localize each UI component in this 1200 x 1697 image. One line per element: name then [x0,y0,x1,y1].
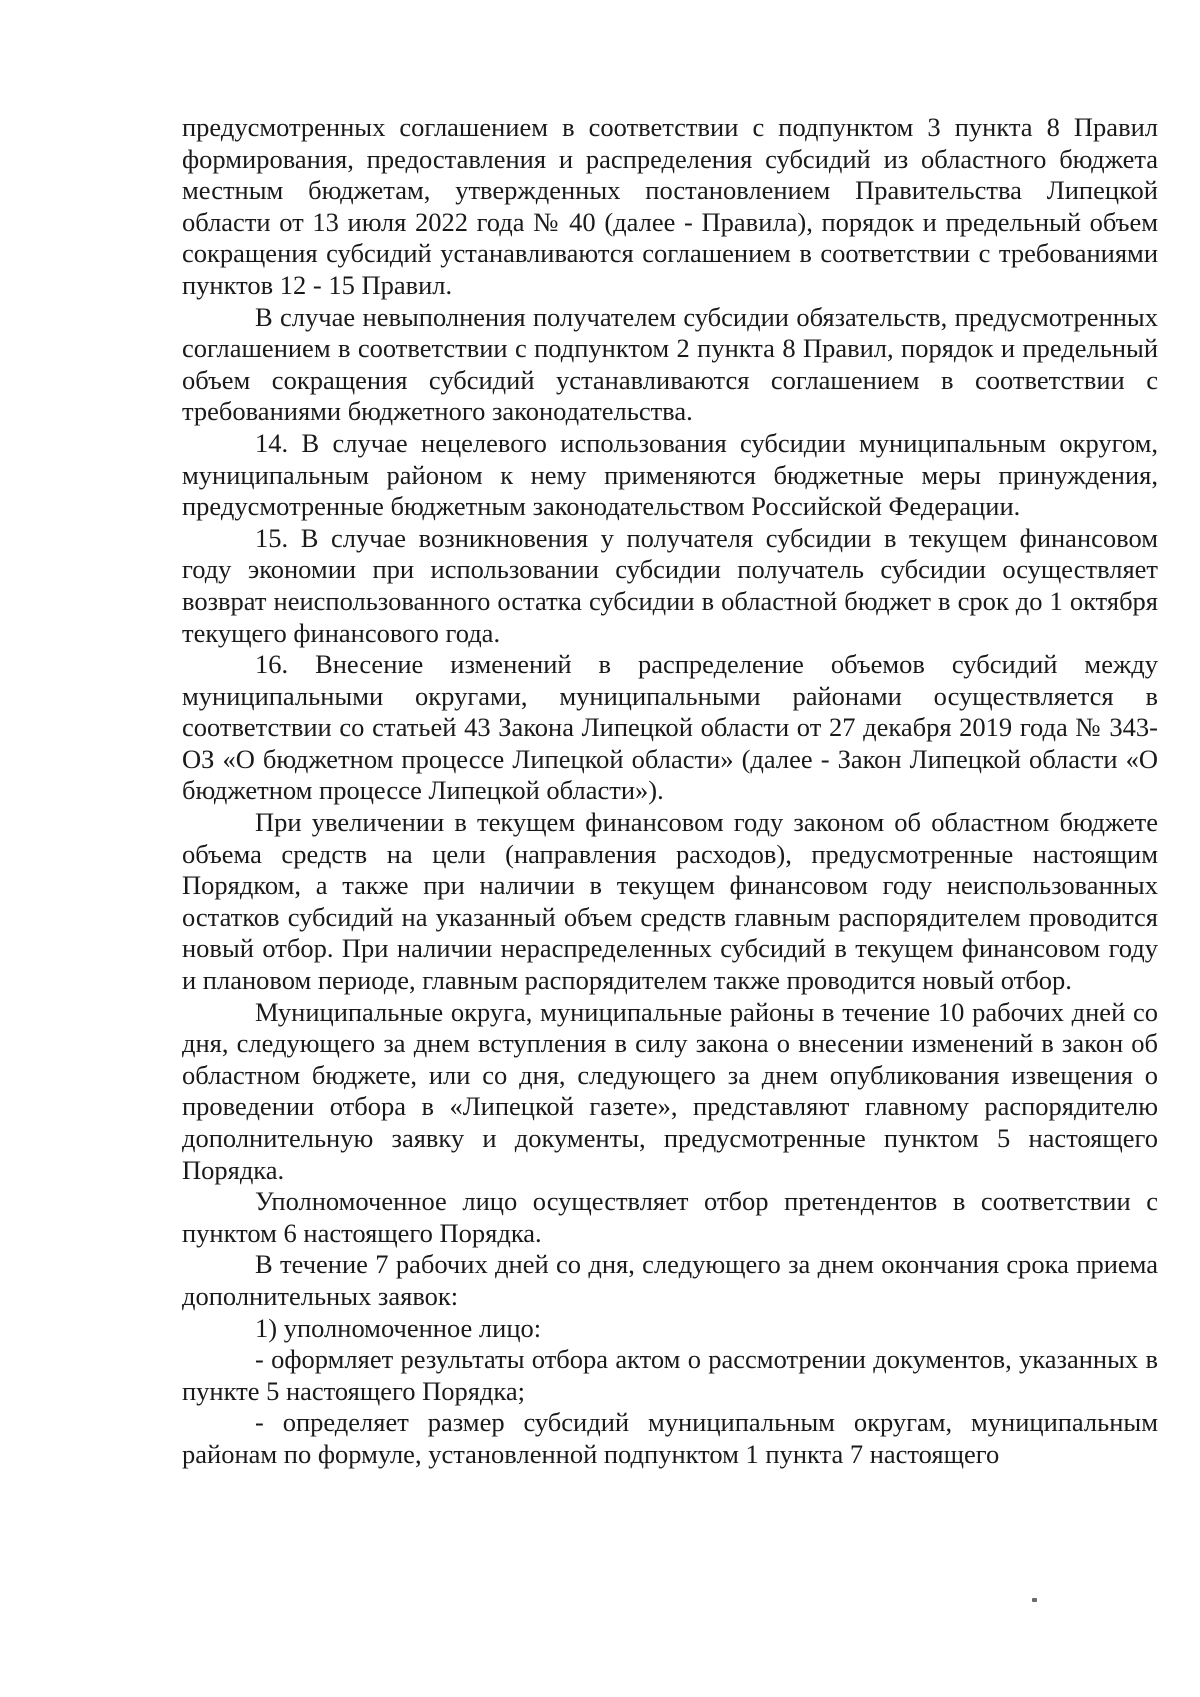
paragraph-continuation: предусмотренных соглашением в соответствии с подпунктом 3 пункта 8 Правил формирования, предоставления и распределения субсидий из областного бюджета местным бюджетам, утвержденных постановлением Правительства Липецкой области от 13 июля 2022 года № 40 (далее - Правила), порядок и предельный объем сокращения субсидий устанавливаются соглашением в соответствии с требованиями пунктов 12 - 15 Правил. [182,112,1158,300]
list-item-authorized-person: 1) уполномоченное лицо: [255,1312,542,1343]
paragraph-14: 14. В случае нецелевого использования субсидии муниципальным округом, муниципальным районом к нему применяются бюджетные меры принуждения, предусмотренные бюджетным законодательством Российской Федерации. [182,427,1158,522]
paragraph-budget-increase: При увеличении в текущем финансовом году законом об областном бюджете объема средств на цели (направления расходов), предусмотренные настоящим Порядком, а также при наличии в текущем финансовом году неиспользованных остатков субсидий на указанный объем средств главным распорядителем проводится новый отбор. При наличии нераспределенных субсидий в текущем финансовом году и плановом периоде, главным распорядителем также проводится новый отбор. [182,807,1158,996]
scan-artifact [1032,1598,1037,1602]
list-item-act: - оформляет результаты отбора актом о рассмотрении документов, указанных в пункте 5 настоящего Порядка; [182,1344,1158,1406]
paragraph-16: 16. Внесение изменений в распределение объемов субсидий между муниципальными округами, муниципальными районами осуществляется в соответствии со статьей 43 Закона Липецкой области от 27 декабря 2019 года № 343-ОЗ «О бюджетном процессе Липецкой области» (далее - Закон Липецкой области «О бюджетном процессе Липецкой области»). [182,649,1158,806]
document-body [182,112,1158,1471]
paragraph-15: 15. В случае возникновения у получателя субсидии в текущем финансовом году экономии при использовании субсидии получатель субсидии осуществляет возврат неиспользованного остатка субсидии в областной бюджет в срок до 1 октября текущего финансового года. [182,522,1158,648]
list-item-subsidy-size: - определяет размер субсидий муниципальным округам, муниципальным районам по формуле, установленной подпунктом 1 пункта 7 настоящего [182,1407,1158,1469]
paragraph-deadline: В течение 7 рабочих дней со дня, следующего за днем окончания срока приема дополнительных заявок: [182,1249,1158,1311]
paragraph-municipal-application: Муниципальные округа, муниципальные районы в течение 10 рабочих дней со дня, следующего за днем вступления в силу закона о внесении изменений в закон об областном бюджете, или со дня, следующего за днем опубликования извещения о проведении отбора в «Липецкой газете», представляют главному распорядителю дополнительную заявку и документы, предусмотренные пунктом 5 настоящего Порядка. [182,996,1158,1185]
paragraph-selection: Уполномоченное лицо осуществляет отбор претендентов в соответствии с пунктом 6 настоящего Порядка. [182,1186,1158,1248]
paragraph-non-fulfillment: В случае невыполнения получателем субсидии обязательств, предусмотренных соглашением в соответствии с подпунктом 2 пункта 8 Правил, порядок и предельный объем сокращения субсидий устанавливаются соглашением в соответствии с требованиями бюджетного законодательства. [182,301,1158,427]
